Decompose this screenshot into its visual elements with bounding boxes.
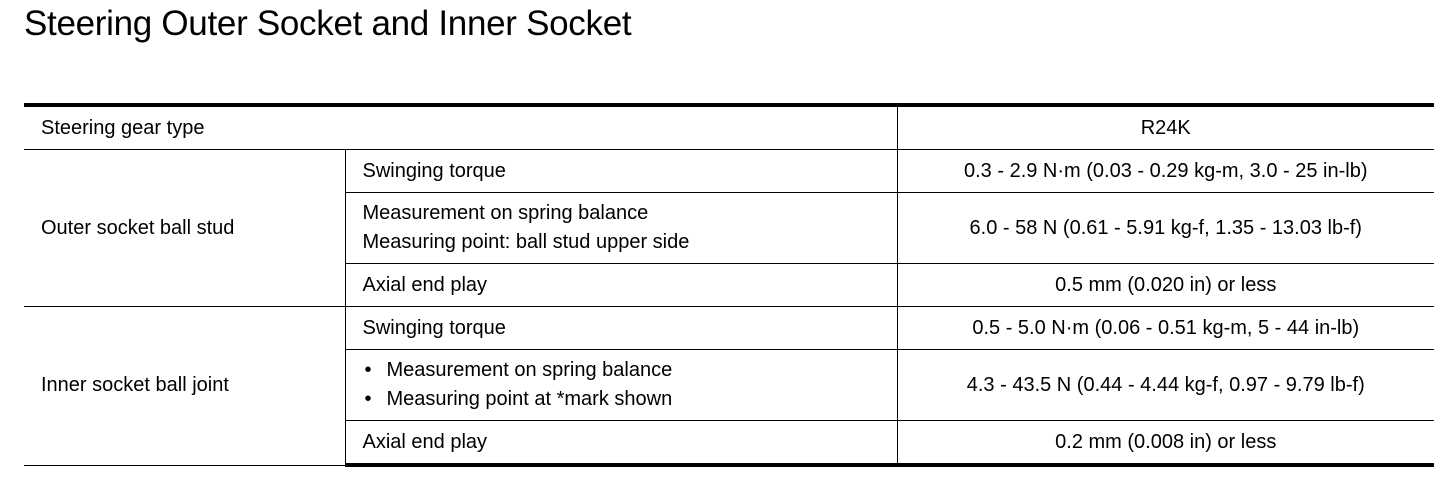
item-cell — [345, 193, 897, 264]
group-name-cell: Inner socket ball joint — [24, 307, 345, 466]
table-row — [24, 150, 1434, 193]
bullet-item: • Measurement on spring balance — [363, 356, 897, 385]
item-cell: Swinging torque — [345, 307, 897, 350]
item-bullet-list — [363, 356, 897, 414]
table-row — [24, 307, 1434, 350]
value-cell: 0.3 - 2.9 N·m (0.03 - 0.29 kg-m, 3.0 - 25 in-lb) — [897, 150, 1434, 193]
value-cell: 0.2 mm (0.008 in) or less — [897, 421, 1434, 466]
item-cell: Swinging torque — [345, 150, 897, 193]
header-label-cell: Steering gear type — [24, 105, 897, 150]
item-cell: Axial end play — [345, 264, 897, 307]
page-title: Steering Outer Socket and Inner Socket — [24, 4, 632, 43]
item-line: Measuring point: ball stud upper side — [362, 231, 690, 253]
item-cell — [345, 350, 897, 421]
bullet-item: • Measuring point at *mark shown — [363, 385, 897, 414]
header-value-cell: R24K — [897, 105, 1434, 150]
group-name-cell: Outer socket ball stud — [24, 150, 345, 307]
specification-table — [24, 103, 1434, 467]
value-cell: 0.5 - 5.0 N·m (0.06 - 0.51 kg-m, 5 - 44 in-lb) — [897, 307, 1434, 350]
item-line: Measurement on spring balance — [362, 202, 649, 224]
item-cell: Axial end play — [345, 421, 897, 466]
table-header-row — [24, 105, 1434, 150]
value-cell: 6.0 - 58 N (0.61 - 5.91 kg-f, 1.35 - 13.03 lb-f) — [897, 193, 1434, 264]
value-cell: 4.3 - 43.5 N (0.44 - 4.44 kg-f, 0.97 - 9.79 lb-f) — [897, 350, 1434, 421]
value-cell: 0.5 mm (0.020 in) or less — [897, 264, 1434, 307]
